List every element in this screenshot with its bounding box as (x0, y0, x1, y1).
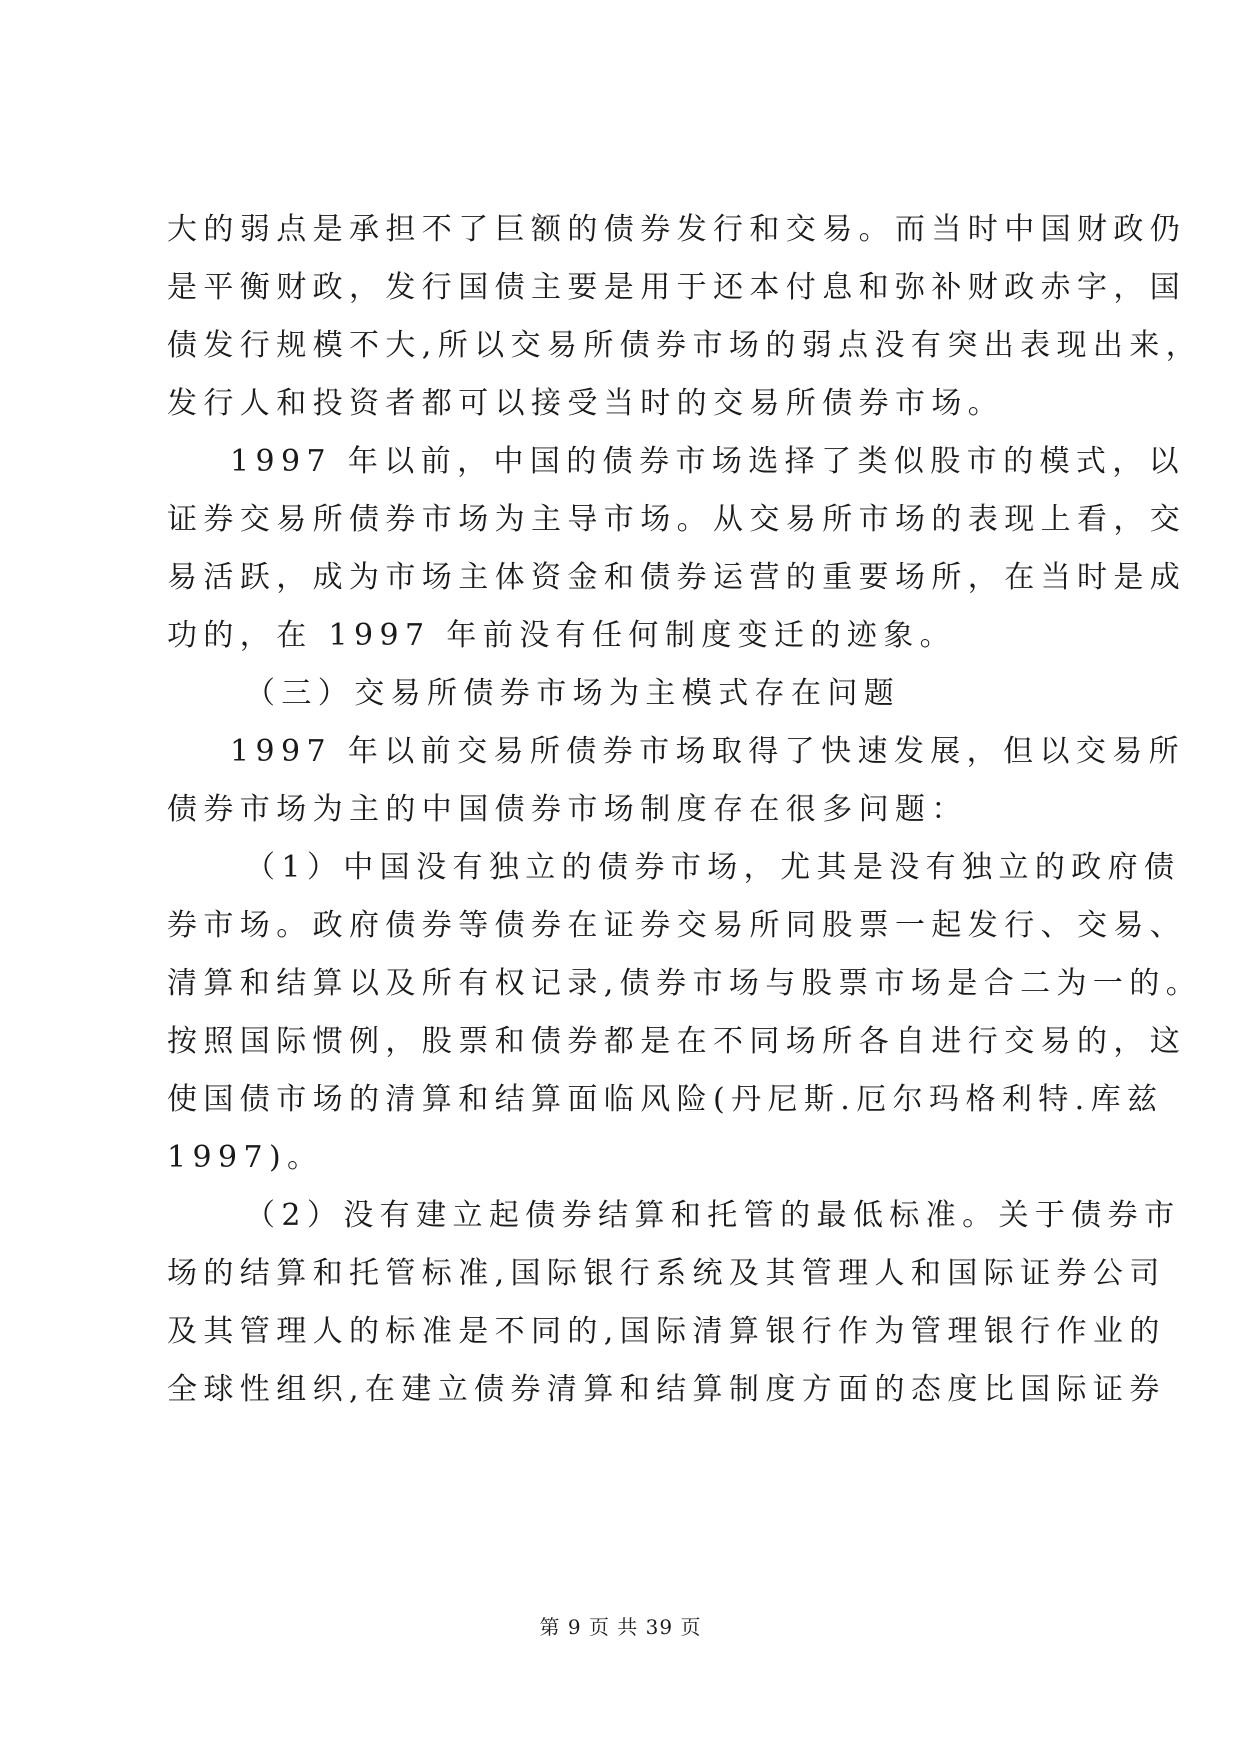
text-line-1: 大的弱点是承担不了巨额的债券发行和交易。而当时中国财政仍 (167, 212, 1187, 247)
text-line-14: 清算和结算以及所有权记录,债券市场与股票市场是合二为一的。 (167, 966, 1203, 1001)
section-heading: （三）交易所债券市场为主模式存在问题 (245, 676, 901, 711)
text-line-16: 使国债市场的清算和结算面临风险(丹尼斯.厄尔玛格利特.库兹 (167, 1082, 1164, 1117)
text-line-8: 功的，在 1997 年前没有任何制度变迁的迹象。 (167, 618, 957, 653)
text-line-18: （2）没有建立起债券结算和托管的最低标准。关于债券市 (245, 1198, 1181, 1233)
text-line-2: 是平衡财政，发行国债主要是用于还本付息和弥补财政赤字，国 (167, 270, 1187, 305)
text-line-13: 券市场。政府债券等债券在证券交易所同股票一起发行、交易、 (167, 908, 1187, 943)
text-line-17: 1997)。 (167, 1140, 324, 1175)
text-line-10: 1997 年以前交易所债券市场取得了快速发展，但以交易所 (230, 734, 1186, 769)
text-line-19: 场的结算和托管标准,国际银行系统及其管理人和国际证券公司 (167, 1256, 1166, 1291)
page-number-footer: 第 9 页 共 39 页 (539, 1615, 702, 1639)
text-line-4: 发行人和投资者都可以接受当时的交易所债券市场。 (167, 386, 1005, 421)
text-line-6: 证券交易所债券市场为主导市场。从交易所市场的表现上看，交 (167, 502, 1187, 537)
text-line-21: 全球性组织,在建立债券清算和结算制度方面的态度比国际证券 (167, 1372, 1166, 1407)
text-line-20: 及其管理人的标准是不同的,国际清算银行作为管理银行作业的 (167, 1314, 1166, 1349)
text-line-15: 按照国际惯例，股票和债券都是在不同场所各自进行交易的，这 (167, 1024, 1187, 1059)
text-line-5: 1997 年以前，中国的债券市场选择了类似股市的模式，以 (230, 444, 1186, 479)
text-line-7: 易活跃，成为市场主体资金和债券运营的重要场所，在当时是成 (167, 560, 1187, 595)
text-line-11: 债券市场为主的中国债券市场制度存在很多问题： (167, 792, 968, 827)
text-line-12: （1）中国没有独立的债券市场，尤其是没有独立的政府债 (245, 850, 1181, 885)
text-line-3: 债发行规模不大,所以交易所债券市场的弱点没有突出表现出来， (167, 328, 1203, 363)
